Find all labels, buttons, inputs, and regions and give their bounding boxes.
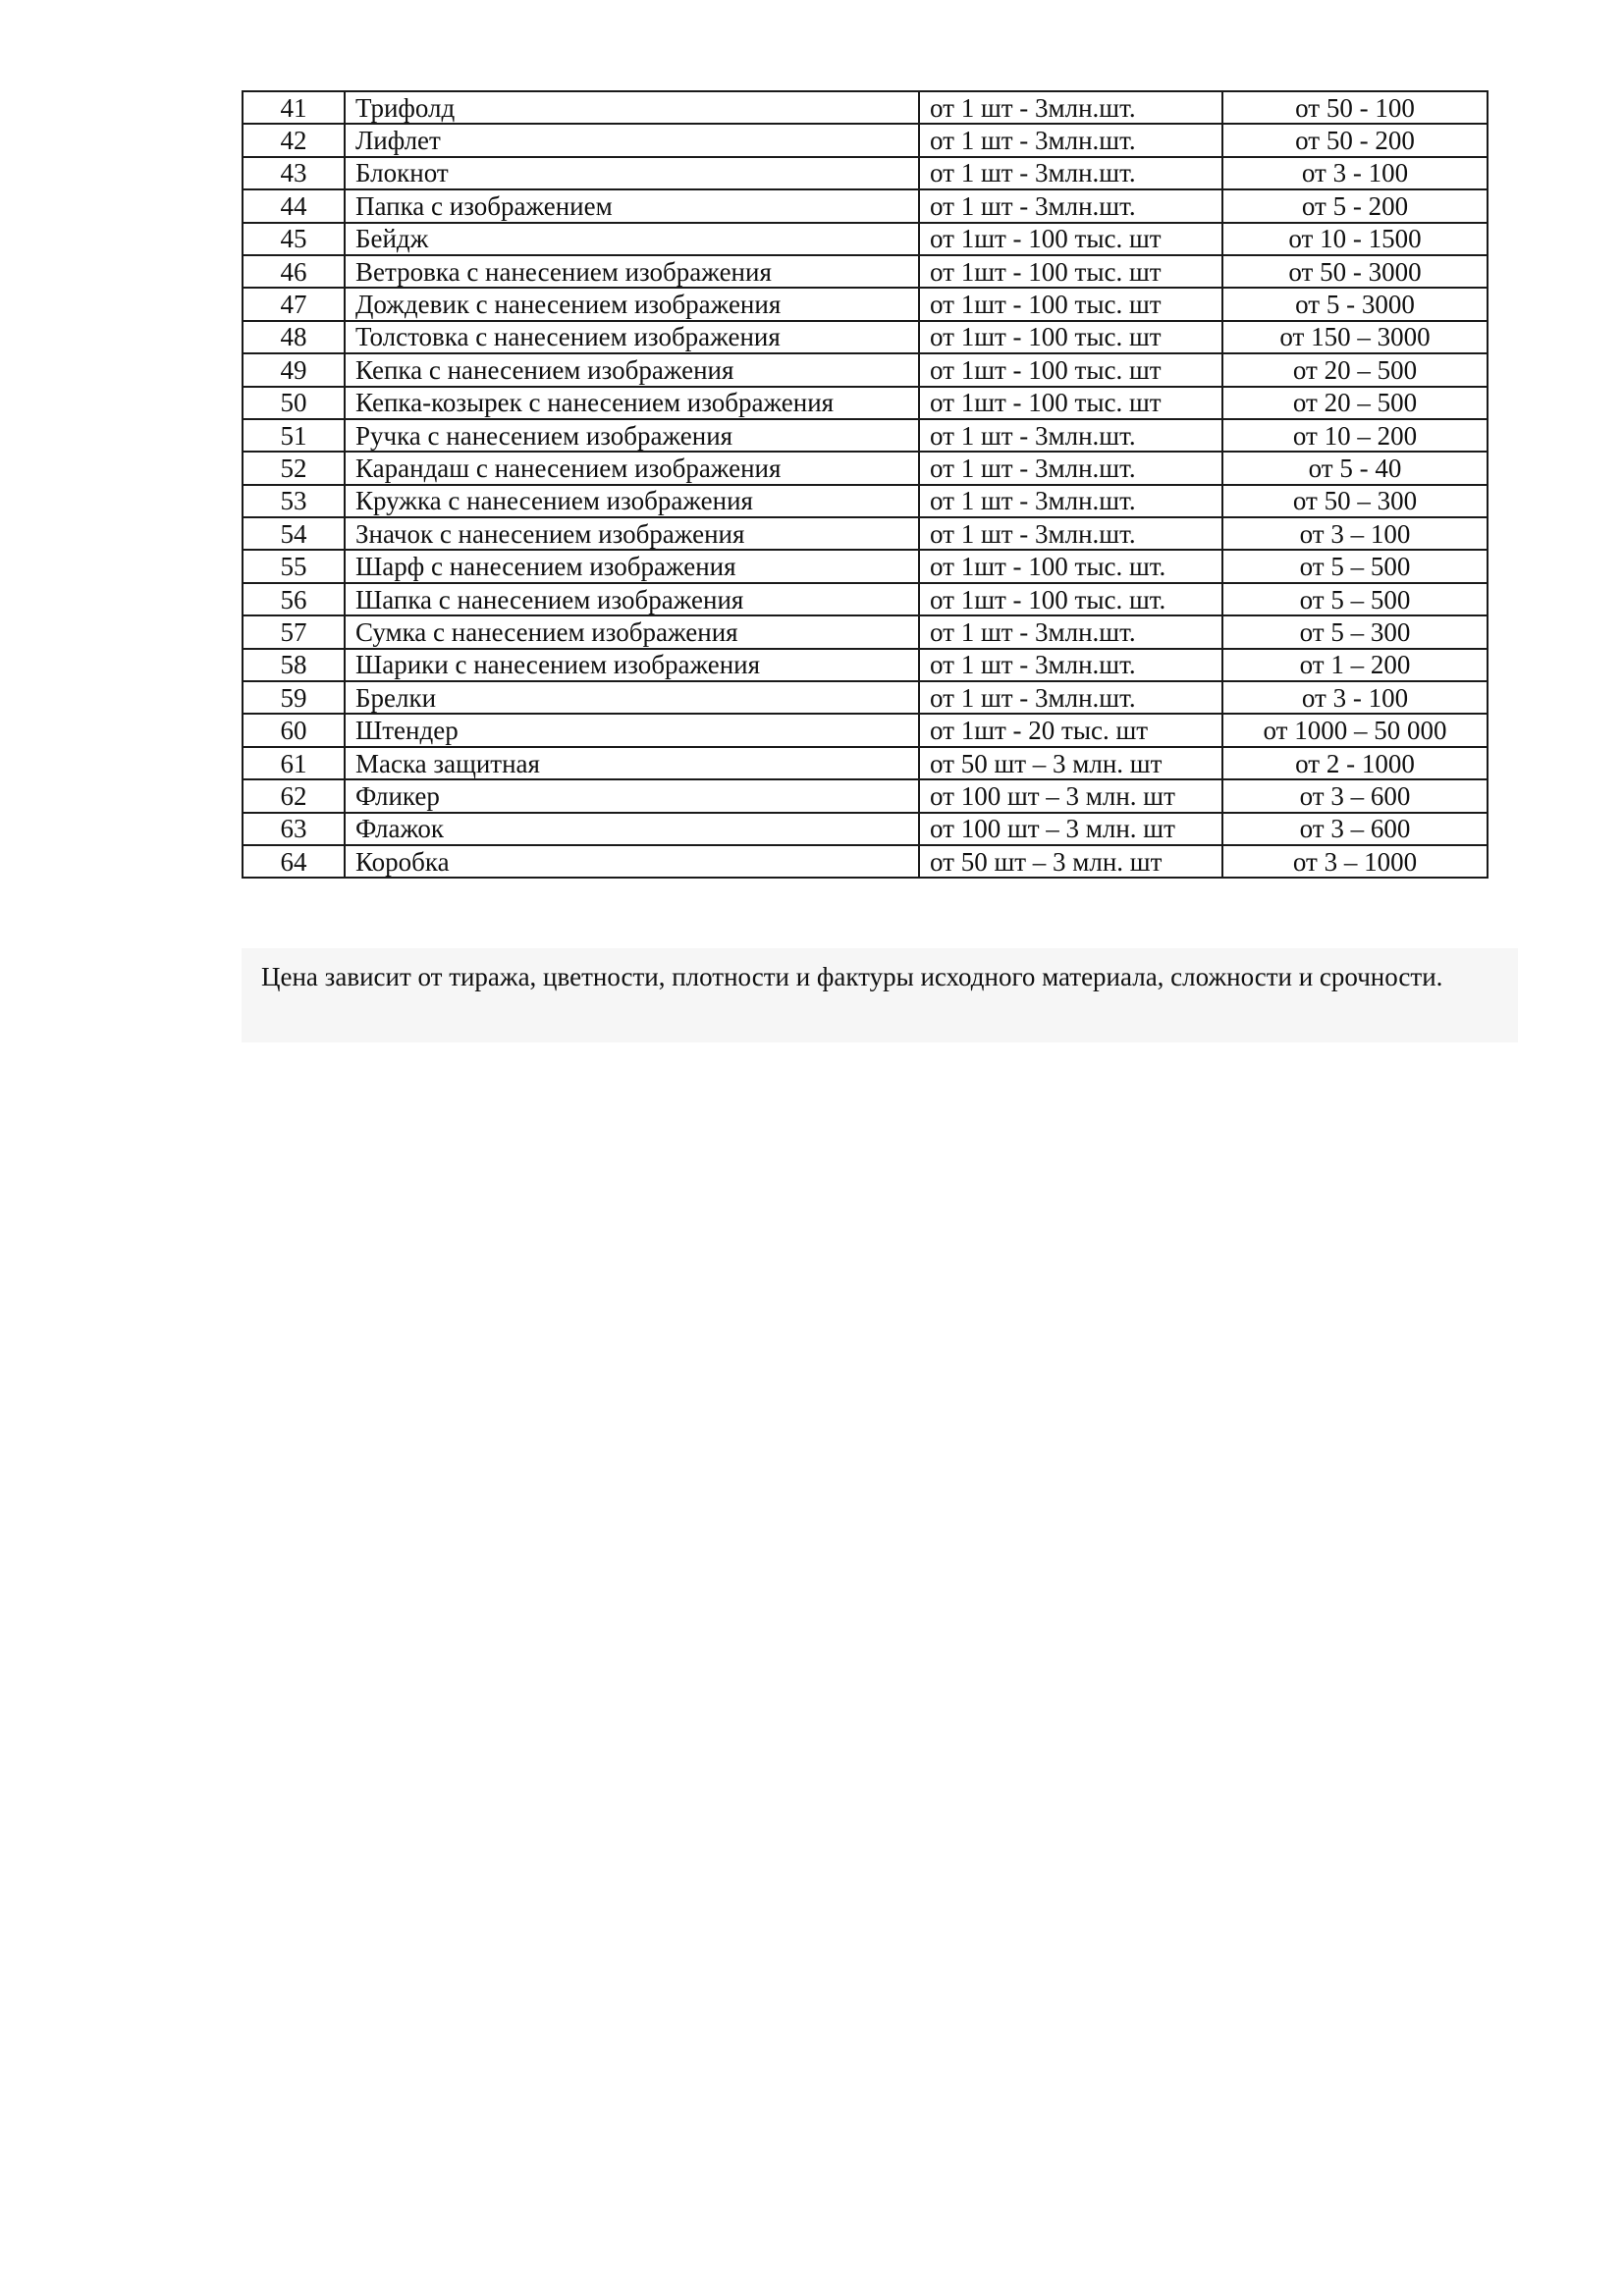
table-row [243, 321, 1488, 353]
print-run-cell: от 1 шт - 3млн.шт. [919, 452, 1222, 484]
product-name-cell: Блокнот [345, 157, 919, 189]
table-row [243, 255, 1488, 288]
product-name-cell: Трифолд [345, 91, 919, 124]
table-row [243, 649, 1488, 681]
price-range-cell: от 3 – 1000 [1222, 845, 1488, 878]
row-number-cell: 41 [243, 91, 345, 124]
table-row [243, 419, 1488, 452]
print-run-cell: от 1 шт - 3млн.шт. [919, 91, 1222, 124]
price-range-cell: от 50 – 300 [1222, 485, 1488, 517]
product-name-cell: Кепка с нанесением изображения [345, 353, 919, 386]
price-range-cell: от 3 – 600 [1222, 779, 1488, 812]
row-number-cell: 48 [243, 321, 345, 353]
price-range-cell: от 1000 – 50 000 [1222, 714, 1488, 746]
product-name-cell: Флажок [345, 813, 919, 845]
print-run-cell: от 1 шт - 3млн.шт. [919, 189, 1222, 222]
print-run-cell: от 1шт - 100 тыс. шт. [919, 583, 1222, 615]
product-name-cell: Лифлет [345, 124, 919, 156]
price-range-cell: от 5 – 500 [1222, 583, 1488, 615]
table-row [243, 747, 1488, 779]
product-name-cell: Значок с нанесением изображения [345, 517, 919, 550]
print-run-cell: от 1шт - 100 тыс. шт [919, 321, 1222, 353]
product-name-cell: Карандаш с нанесением изображения [345, 452, 919, 484]
row-number-cell: 43 [243, 157, 345, 189]
print-run-cell: от 1шт - 100 тыс. шт [919, 353, 1222, 386]
price-range-cell: от 10 - 1500 [1222, 223, 1488, 255]
print-run-cell: от 1шт - 100 тыс. шт [919, 223, 1222, 255]
print-run-cell: от 1шт - 100 тыс. шт [919, 255, 1222, 288]
product-name-cell: Фликер [345, 779, 919, 812]
table-row [243, 517, 1488, 550]
price-table [242, 90, 1489, 879]
price-table-body [243, 91, 1488, 878]
product-name-cell: Брелки [345, 681, 919, 714]
print-run-cell: от 1шт - 100 тыс. шт. [919, 550, 1222, 582]
product-name-cell: Штендер [345, 714, 919, 746]
table-row [243, 615, 1488, 648]
print-run-cell: от 50 шт – 3 млн. шт [919, 845, 1222, 878]
table-row [243, 288, 1488, 320]
price-range-cell: от 5 - 40 [1222, 452, 1488, 484]
row-number-cell: 49 [243, 353, 345, 386]
price-range-cell: от 5 - 3000 [1222, 288, 1488, 320]
print-run-cell: от 100 шт – 3 млн. шт [919, 813, 1222, 845]
row-number-cell: 45 [243, 223, 345, 255]
price-range-cell: от 50 - 3000 [1222, 255, 1488, 288]
table-row [243, 452, 1488, 484]
row-number-cell: 58 [243, 649, 345, 681]
product-name-cell: Ручка с нанесением изображения [345, 419, 919, 452]
product-name-cell: Дождевик с нанесением изображения [345, 288, 919, 320]
row-number-cell: 53 [243, 485, 345, 517]
price-range-cell: от 3 - 100 [1222, 157, 1488, 189]
print-run-cell: от 1шт - 100 тыс. шт [919, 288, 1222, 320]
product-name-cell: Кепка-козырек с нанесением изображения [345, 387, 919, 419]
row-number-cell: 64 [243, 845, 345, 878]
row-number-cell: 59 [243, 681, 345, 714]
table-row [243, 779, 1488, 812]
table-row [243, 681, 1488, 714]
row-number-cell: 57 [243, 615, 345, 648]
print-run-cell: от 1 шт - 3млн.шт. [919, 419, 1222, 452]
table-row [243, 91, 1488, 124]
print-run-cell: от 100 шт – 3 млн. шт [919, 779, 1222, 812]
table-row [243, 353, 1488, 386]
price-range-cell: от 3 - 100 [1222, 681, 1488, 714]
price-range-cell: от 2 - 1000 [1222, 747, 1488, 779]
product-name-cell: Толстовка с нанесением изображения [345, 321, 919, 353]
table-row [243, 124, 1488, 156]
price-range-cell: от 20 – 500 [1222, 353, 1488, 386]
product-name-cell: Папка с изображением [345, 189, 919, 222]
price-range-cell: от 3 – 100 [1222, 517, 1488, 550]
product-name-cell: Маска защитная [345, 747, 919, 779]
print-run-cell: от 1 шт - 3млн.шт. [919, 157, 1222, 189]
price-range-cell: от 5 – 300 [1222, 615, 1488, 648]
row-number-cell: 46 [243, 255, 345, 288]
product-name-cell: Кружка с нанесением изображения [345, 485, 919, 517]
product-name-cell: Шапка с нанесением изображения [345, 583, 919, 615]
row-number-cell: 47 [243, 288, 345, 320]
row-number-cell: 55 [243, 550, 345, 582]
print-run-cell: от 1 шт - 3млн.шт. [919, 485, 1222, 517]
table-row [243, 845, 1488, 878]
table-row [243, 189, 1488, 222]
print-run-cell: от 1 шт - 3млн.шт. [919, 517, 1222, 550]
table-row [243, 813, 1488, 845]
table-row [243, 157, 1488, 189]
price-table-container [242, 90, 1518, 879]
price-range-cell: от 5 – 500 [1222, 550, 1488, 582]
price-range-cell: от 3 – 600 [1222, 813, 1488, 845]
row-number-cell: 44 [243, 189, 345, 222]
print-run-cell: от 1шт - 20 тыс. шт [919, 714, 1222, 746]
print-run-cell: от 1 шт - 3млн.шт. [919, 649, 1222, 681]
product-name-cell: Ветровка с нанесением изображения [345, 255, 919, 288]
print-run-cell: от 1 шт - 3млн.шт. [919, 615, 1222, 648]
product-name-cell: Шарики с нанесением изображения [345, 649, 919, 681]
row-number-cell: 63 [243, 813, 345, 845]
row-number-cell: 54 [243, 517, 345, 550]
print-run-cell: от 1 шт - 3млн.шт. [919, 124, 1222, 156]
table-row [243, 485, 1488, 517]
price-range-cell: от 50 - 100 [1222, 91, 1488, 124]
table-row [243, 583, 1488, 615]
row-number-cell: 61 [243, 747, 345, 779]
product-name-cell: Шарф с нанесением изображения [345, 550, 919, 582]
product-name-cell: Сумка с нанесением изображения [345, 615, 919, 648]
table-row [243, 223, 1488, 255]
table-row [243, 387, 1488, 419]
row-number-cell: 56 [243, 583, 345, 615]
print-run-cell: от 1шт - 100 тыс. шт [919, 387, 1222, 419]
footnote-box [242, 948, 1518, 1042]
row-number-cell: 42 [243, 124, 345, 156]
print-run-cell: от 1 шт - 3млн.шт. [919, 681, 1222, 714]
row-number-cell: 51 [243, 419, 345, 452]
table-row [243, 714, 1488, 746]
price-range-cell: от 10 – 200 [1222, 419, 1488, 452]
product-name-cell: Бейдж [345, 223, 919, 255]
row-number-cell: 50 [243, 387, 345, 419]
row-number-cell: 62 [243, 779, 345, 812]
price-range-cell: от 5 - 200 [1222, 189, 1488, 222]
product-name-cell: Коробка [345, 845, 919, 878]
price-range-cell: от 50 - 200 [1222, 124, 1488, 156]
price-range-cell: от 20 – 500 [1222, 387, 1488, 419]
price-range-cell: от 150 – 3000 [1222, 321, 1488, 353]
row-number-cell: 52 [243, 452, 345, 484]
table-row [243, 550, 1488, 582]
row-number-cell: 60 [243, 714, 345, 746]
price-range-cell: от 1 – 200 [1222, 649, 1488, 681]
print-run-cell: от 50 шт – 3 млн. шт [919, 747, 1222, 779]
price-footnote: Цена зависит от тиража, цветности, плотности и фактуры исходного материала, сложности и срочности. [261, 962, 1443, 991]
